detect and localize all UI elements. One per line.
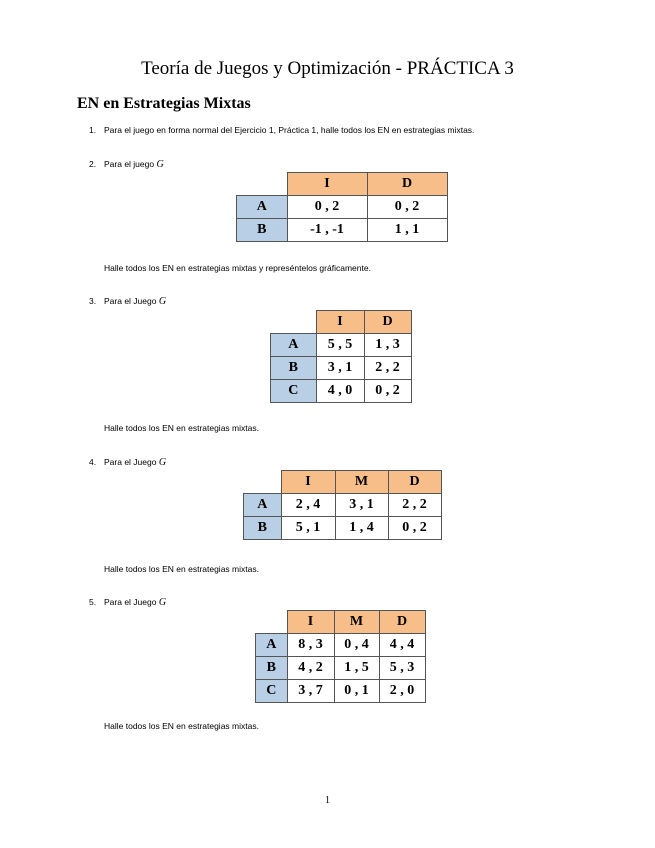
item-4-intro: Para el Juego G [104, 457, 167, 468]
col-header: D [379, 611, 425, 634]
page-title: Teoría de Juegos y Optimización - PRÁCTICA 3 [141, 58, 514, 79]
payoff-cell: 0 , 2 [388, 517, 441, 540]
payoff-cell: 1 , 5 [334, 657, 379, 680]
payoff-cell: 4 , 0 [316, 380, 364, 403]
payoff-cell: 8 , 3 [287, 634, 334, 657]
payoff-cell: 3 , 1 [316, 357, 364, 380]
item-5-intro: Para el Juego G [104, 597, 167, 608]
col-header: I [287, 611, 334, 634]
col-header: I [287, 173, 367, 196]
payoff-cell: 2 , 2 [364, 357, 411, 380]
payoff-cell: -1 , -1 [287, 219, 367, 242]
payoff-cell: 2 , 2 [388, 494, 441, 517]
game-table-5 [255, 610, 426, 703]
payoff-cell: 3 , 7 [287, 680, 334, 703]
col-header: I [281, 471, 335, 494]
payoff-cell: 0 , 1 [334, 680, 379, 703]
row-header: B [237, 219, 288, 242]
item-1-number: 1. [89, 125, 97, 135]
payoff-cell: 1 , 3 [364, 334, 411, 357]
payoff-cell: 4 , 2 [287, 657, 334, 680]
item-5-after: Halle todos los EN en estrategias mixtas. [104, 721, 259, 731]
payoff-cell: 5 , 5 [316, 334, 364, 357]
payoff-cell: 4 , 4 [379, 634, 425, 657]
col-header: M [334, 611, 379, 634]
col-header: D [364, 311, 411, 334]
page-number: 1 [325, 795, 330, 806]
col-header: D [367, 173, 447, 196]
item-3-number: 3. [89, 296, 97, 306]
payoff-cell: 1 , 4 [335, 517, 388, 540]
col-header: M [335, 471, 388, 494]
row-header: B [271, 357, 317, 380]
row-header: B [244, 517, 282, 540]
payoff-cell: 0 , 2 [367, 196, 447, 219]
row-header: A [237, 196, 288, 219]
item-2-number: 2. [89, 159, 97, 169]
row-header: A [244, 494, 282, 517]
row-header: C [256, 680, 288, 703]
item-2-intro: Para el juego G [104, 159, 164, 170]
item-4-number: 4. [89, 457, 97, 467]
row-header: C [271, 380, 317, 403]
item-1-text: Para el juego en forma normal del Ejercicio 1, Práctica 1, halle todos los EN en estrategias mixtas. [104, 125, 475, 135]
row-header: A [256, 634, 288, 657]
game-table-4 [243, 470, 442, 540]
item-4-after: Halle todos los EN en estrategias mixtas. [104, 564, 259, 574]
payoff-cell: 0 , 4 [334, 634, 379, 657]
row-header: B [256, 657, 288, 680]
row-header: A [271, 334, 317, 357]
game-table-2 [236, 172, 448, 242]
payoff-cell: 0 , 2 [287, 196, 367, 219]
col-header: I [316, 311, 364, 334]
payoff-cell: 0 , 2 [364, 380, 411, 403]
col-header: D [388, 471, 441, 494]
item-2-after: Halle todos los EN en estrategias mixtas y represéntelos gráficamente. [104, 263, 371, 273]
payoff-cell: 2 , 4 [281, 494, 335, 517]
payoff-cell: 1 , 1 [367, 219, 447, 242]
payoff-cell: 5 , 1 [281, 517, 335, 540]
payoff-cell: 2 , 0 [379, 680, 425, 703]
item-5-number: 5. [89, 597, 97, 607]
game-table-3 [270, 310, 412, 403]
payoff-cell: 3 , 1 [335, 494, 388, 517]
item-3-after: Halle todos los EN en estrategias mixtas. [104, 423, 259, 433]
payoff-cell: 5 , 3 [379, 657, 425, 680]
section-heading: EN en Estrategias Mixtas [77, 95, 251, 112]
item-3-intro: Para el Juego G [104, 296, 167, 307]
